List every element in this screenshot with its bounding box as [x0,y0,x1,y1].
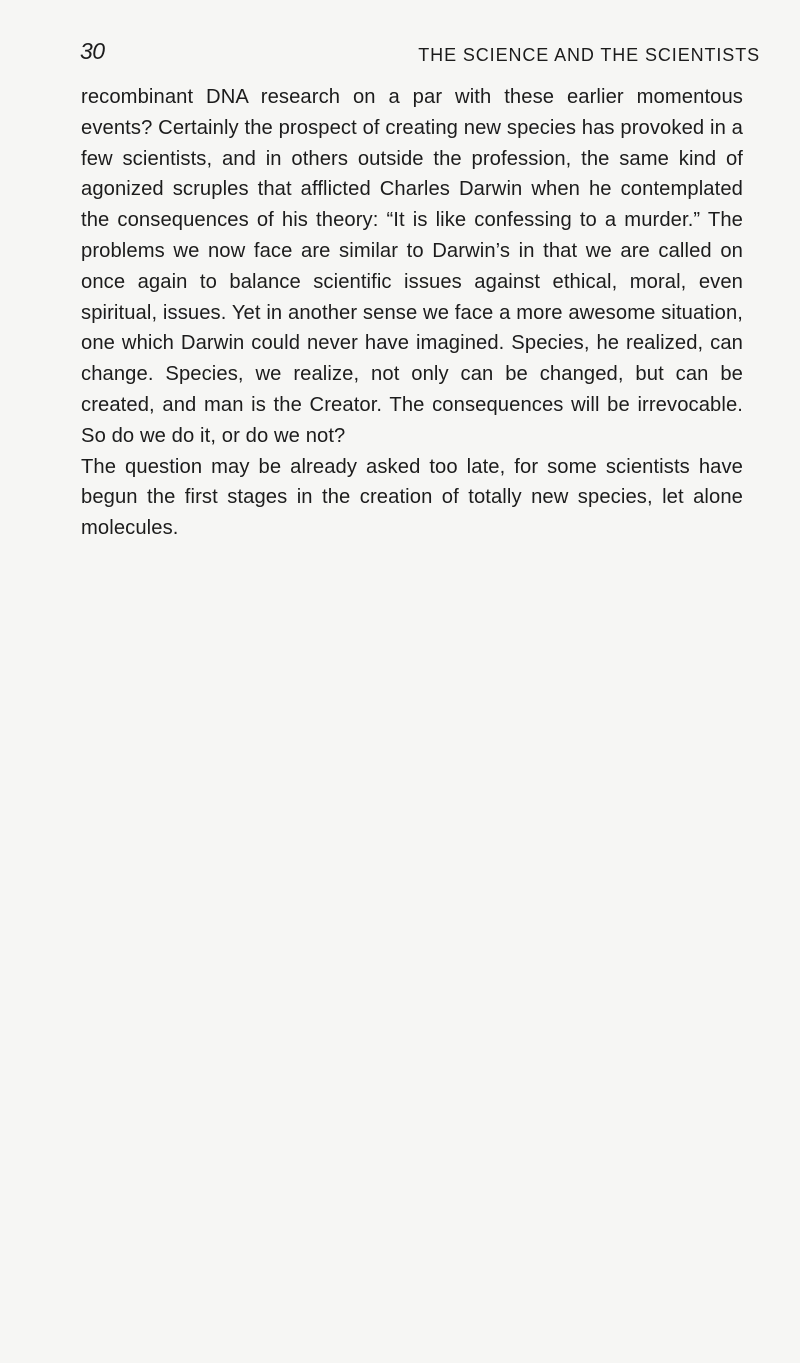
running-title: THE SCIENCE AND THE SCIENTISTS [418,45,760,65]
paragraph-1: recombinant DNA research on a par with these earlier momentous events? Certainly the prospect of creating new species has provoked in a few scientists, and in others outside the profession, the same kind of agonized scruples that afflicted Charles Darwin when he contemplated the consequences of his theory: “It is like confessing to a murder.” The problems we now face are similar to Darwin’s in that we are called on once again to balance scientific issues against ethical, moral, even spiritual, issues. Yet in another sense we face a more awesome situation, one which Darwin could never have imagined. Species, he realized, can change. Species, we realize, not only can be changed, but can be created, and man is the Creator. The consequences will be irrevocable. So do we do it, or do we not? [81,86,743,447]
paragraph-2: The question may be already asked too late, for some scientists have begun the first stages in the creation of totally new species, let alone molecules. [81,455,743,540]
body-text [81,82,743,544]
running-head [80,36,760,76]
page-number: 30 [80,38,105,64]
